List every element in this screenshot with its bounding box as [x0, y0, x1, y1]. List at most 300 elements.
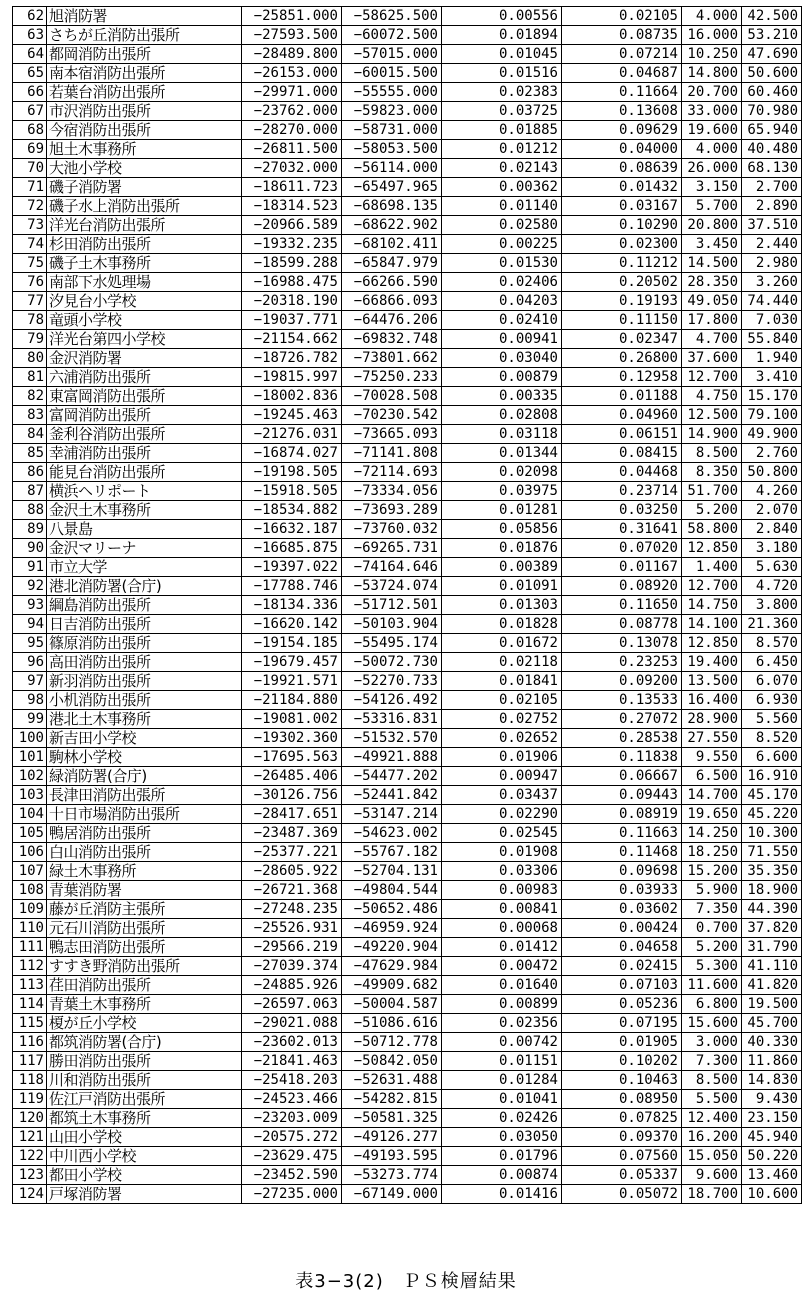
cell-value-d: 1.940 [742, 349, 802, 368]
cell-value-c: 17.800 [682, 311, 742, 330]
cell-x-coordinate: −18599.288 [242, 254, 342, 273]
cell-station-name: 白山消防出張所 [47, 843, 242, 862]
cell-row-number: 97 [13, 672, 47, 691]
table-row [13, 216, 802, 235]
cell-x-coordinate: −27248.235 [242, 900, 342, 919]
cell-value-c: 14.750 [682, 596, 742, 615]
cell-row-number: 75 [13, 254, 47, 273]
table-row [13, 1166, 802, 1185]
cell-station-name: 都筑消防署(合庁) [47, 1033, 242, 1052]
cell-y-coordinate: −47629.984 [342, 957, 442, 976]
cell-row-number: 113 [13, 976, 47, 995]
table-row [13, 7, 802, 26]
cell-x-coordinate: −19081.002 [242, 710, 342, 729]
cell-value-d: 19.500 [742, 995, 802, 1014]
cell-value-d: 70.980 [742, 102, 802, 121]
cell-value-a: 0.01885 [442, 121, 562, 140]
cell-row-number: 88 [13, 501, 47, 520]
table-row [13, 938, 802, 957]
cell-value-c: 14.800 [682, 64, 742, 83]
cell-value-d: 60.460 [742, 83, 802, 102]
cell-station-name: 能見台消防出張所 [47, 463, 242, 482]
cell-x-coordinate: −19679.457 [242, 653, 342, 672]
cell-value-b: 0.11664 [562, 83, 682, 102]
cell-x-coordinate: −20575.272 [242, 1128, 342, 1147]
cell-value-d: 41.820 [742, 976, 802, 995]
cell-station-name: 汐見台小学校 [47, 292, 242, 311]
cell-value-b: 0.11468 [562, 843, 682, 862]
cell-value-b: 0.11150 [562, 311, 682, 330]
table-row [13, 387, 802, 406]
cell-value-d: 6.450 [742, 653, 802, 672]
cell-value-a: 0.01828 [442, 615, 562, 634]
cell-x-coordinate: −25526.931 [242, 919, 342, 938]
cell-value-c: 26.000 [682, 159, 742, 178]
cell-station-name: 市沢消防出張所 [47, 102, 242, 121]
cell-x-coordinate: −29566.219 [242, 938, 342, 957]
cell-row-number: 84 [13, 425, 47, 444]
cell-value-d: 2.440 [742, 235, 802, 254]
table-row [13, 862, 802, 881]
cell-value-a: 0.02356 [442, 1014, 562, 1033]
cell-value-d: 5.630 [742, 558, 802, 577]
cell-value-c: 13.500 [682, 672, 742, 691]
cell-value-d: 9.430 [742, 1090, 802, 1109]
cell-value-b: 0.27072 [562, 710, 682, 729]
cell-value-d: 8.520 [742, 729, 802, 748]
cell-value-a: 0.01416 [442, 1185, 562, 1204]
cell-station-name: 新吉田小学校 [47, 729, 242, 748]
cell-value-b: 0.01905 [562, 1033, 682, 1052]
cell-y-coordinate: −50581.325 [342, 1109, 442, 1128]
cell-value-a: 0.00899 [442, 995, 562, 1014]
table-row [13, 672, 802, 691]
cell-value-a: 0.02808 [442, 406, 562, 425]
table-row [13, 254, 802, 273]
cell-value-a: 0.02545 [442, 824, 562, 843]
cell-y-coordinate: −50072.730 [342, 653, 442, 672]
cell-value-d: 37.820 [742, 919, 802, 938]
table-row [13, 349, 802, 368]
table-row [13, 273, 802, 292]
table-row [13, 64, 802, 83]
cell-value-b: 0.03250 [562, 501, 682, 520]
cell-value-a: 0.00556 [442, 7, 562, 26]
cell-station-name: 藤が丘消防主張所 [47, 900, 242, 919]
cell-value-d: 2.700 [742, 178, 802, 197]
cell-y-coordinate: −58731.000 [342, 121, 442, 140]
cell-value-c: 3.000 [682, 1033, 742, 1052]
cell-value-a: 0.03050 [442, 1128, 562, 1147]
cell-value-c: 4.750 [682, 387, 742, 406]
cell-y-coordinate: −54126.492 [342, 691, 442, 710]
cell-x-coordinate: −27032.000 [242, 159, 342, 178]
cell-value-a: 0.01151 [442, 1052, 562, 1071]
cell-station-name: 金沢マリーナ [47, 539, 242, 558]
cell-value-d: 3.180 [742, 539, 802, 558]
table-row [13, 615, 802, 634]
table-row [13, 1128, 802, 1147]
cell-value-a: 0.02118 [442, 653, 562, 672]
cell-x-coordinate: −30126.756 [242, 786, 342, 805]
cell-value-d: 53.210 [742, 26, 802, 45]
cell-y-coordinate: −68622.902 [342, 216, 442, 235]
cell-value-a: 0.00389 [442, 558, 562, 577]
cell-y-coordinate: −75250.233 [342, 368, 442, 387]
cell-value-c: 28.900 [682, 710, 742, 729]
cell-station-name: 横浜ヘリポート [47, 482, 242, 501]
cell-station-name: 荏田消防出張所 [47, 976, 242, 995]
cell-value-b: 0.09200 [562, 672, 682, 691]
cell-value-c: 18.250 [682, 843, 742, 862]
cell-value-c: 8.500 [682, 444, 742, 463]
cell-row-number: 93 [13, 596, 47, 615]
table-row [13, 159, 802, 178]
cell-station-name: 駒林小学校 [47, 748, 242, 767]
cell-station-name: 中川西小学校 [47, 1147, 242, 1166]
cell-value-c: 5.900 [682, 881, 742, 900]
cell-row-number: 121 [13, 1128, 47, 1147]
table-row [13, 919, 802, 938]
cell-value-d: 5.560 [742, 710, 802, 729]
cell-y-coordinate: −49909.682 [342, 976, 442, 995]
cell-row-number: 115 [13, 1014, 47, 1033]
cell-value-c: 33.000 [682, 102, 742, 121]
cell-value-a: 0.00068 [442, 919, 562, 938]
cell-value-c: 14.500 [682, 254, 742, 273]
cell-row-number: 63 [13, 26, 47, 45]
cell-value-c: 7.350 [682, 900, 742, 919]
cell-value-a: 0.01212 [442, 140, 562, 159]
cell-x-coordinate: −16620.142 [242, 615, 342, 634]
cell-row-number: 82 [13, 387, 47, 406]
cell-value-d: 3.800 [742, 596, 802, 615]
cell-row-number: 76 [13, 273, 47, 292]
cell-value-a: 0.03975 [442, 482, 562, 501]
cell-station-name: 今宿消防出張所 [47, 121, 242, 140]
cell-value-b: 0.13533 [562, 691, 682, 710]
cell-value-a: 0.01041 [442, 1090, 562, 1109]
cell-y-coordinate: −52704.131 [342, 862, 442, 881]
cell-value-b: 0.05072 [562, 1185, 682, 1204]
cell-x-coordinate: −19154.185 [242, 634, 342, 653]
cell-value-b: 0.11212 [562, 254, 682, 273]
cell-value-b: 0.07214 [562, 45, 682, 64]
cell-value-d: 21.360 [742, 615, 802, 634]
table-row [13, 1014, 802, 1033]
cell-y-coordinate: −50712.778 [342, 1033, 442, 1052]
cell-y-coordinate: −68698.135 [342, 197, 442, 216]
cell-value-b: 0.02105 [562, 7, 682, 26]
cell-value-d: 55.840 [742, 330, 802, 349]
cell-station-name: 港北土木事務所 [47, 710, 242, 729]
ps-logging-results-table [12, 6, 802, 1204]
table-row [13, 1071, 802, 1090]
cell-value-c: 14.100 [682, 615, 742, 634]
cell-value-c: 5.700 [682, 197, 742, 216]
cell-station-name: 磯子土木事務所 [47, 254, 242, 273]
cell-value-c: 0.700 [682, 919, 742, 938]
cell-row-number: 91 [13, 558, 47, 577]
cell-value-d: 2.840 [742, 520, 802, 539]
cell-row-number: 99 [13, 710, 47, 729]
table-row [13, 425, 802, 444]
table-caption: 表3−3(2) ＰＳ検層結果 [295, 1271, 517, 1292]
cell-y-coordinate: −53724.074 [342, 577, 442, 596]
cell-x-coordinate: −25418.203 [242, 1071, 342, 1090]
table-row [13, 463, 802, 482]
cell-station-name: 市立大学 [47, 558, 242, 577]
cell-y-coordinate: −73760.032 [342, 520, 442, 539]
cell-value-b: 0.11650 [562, 596, 682, 615]
cell-row-number: 85 [13, 444, 47, 463]
cell-row-number: 102 [13, 767, 47, 786]
cell-value-b: 0.09629 [562, 121, 682, 140]
cell-value-a: 0.01640 [442, 976, 562, 995]
cell-value-c: 7.300 [682, 1052, 742, 1071]
cell-row-number: 94 [13, 615, 47, 634]
cell-value-b: 0.12958 [562, 368, 682, 387]
cell-y-coordinate: −58625.500 [342, 7, 442, 26]
cell-value-a: 0.03118 [442, 425, 562, 444]
table-row [13, 957, 802, 976]
cell-value-b: 0.09698 [562, 862, 682, 881]
cell-value-c: 12.850 [682, 634, 742, 653]
cell-value-c: 27.550 [682, 729, 742, 748]
cell-x-coordinate: −18314.523 [242, 197, 342, 216]
cell-value-c: 37.600 [682, 349, 742, 368]
cell-value-c: 8.350 [682, 463, 742, 482]
cell-value-c: 5.300 [682, 957, 742, 976]
cell-value-a: 0.02580 [442, 216, 562, 235]
cell-y-coordinate: −50842.050 [342, 1052, 442, 1071]
cell-y-coordinate: −71141.808 [342, 444, 442, 463]
cell-row-number: 86 [13, 463, 47, 482]
cell-value-c: 4.000 [682, 140, 742, 159]
cell-y-coordinate: −50103.904 [342, 615, 442, 634]
cell-row-number: 78 [13, 311, 47, 330]
cell-y-coordinate: −65847.979 [342, 254, 442, 273]
cell-y-coordinate: −49921.888 [342, 748, 442, 767]
cell-value-d: 4.720 [742, 577, 802, 596]
cell-station-name: 都岡消防出張所 [47, 45, 242, 64]
cell-value-c: 19.650 [682, 805, 742, 824]
cell-row-number: 67 [13, 102, 47, 121]
cell-row-number: 70 [13, 159, 47, 178]
cell-row-number: 68 [13, 121, 47, 140]
cell-station-name: 新羽消防出張所 [47, 672, 242, 691]
cell-value-b: 0.08778 [562, 615, 682, 634]
cell-value-a: 0.01281 [442, 501, 562, 520]
cell-value-b: 0.01432 [562, 178, 682, 197]
cell-value-b: 0.06151 [562, 425, 682, 444]
cell-row-number: 81 [13, 368, 47, 387]
cell-row-number: 108 [13, 881, 47, 900]
table-row [13, 748, 802, 767]
table-row [13, 1109, 802, 1128]
cell-value-d: 45.170 [742, 786, 802, 805]
cell-value-c: 3.450 [682, 235, 742, 254]
cell-y-coordinate: −55555.000 [342, 83, 442, 102]
cell-x-coordinate: −18611.723 [242, 178, 342, 197]
cell-station-name: 南本宿消防出張所 [47, 64, 242, 83]
cell-row-number: 101 [13, 748, 47, 767]
cell-value-b: 0.08639 [562, 159, 682, 178]
cell-value-c: 16.200 [682, 1128, 742, 1147]
cell-value-a: 0.01908 [442, 843, 562, 862]
cell-value-c: 12.400 [682, 1109, 742, 1128]
cell-y-coordinate: −54282.815 [342, 1090, 442, 1109]
cell-value-d: 41.110 [742, 957, 802, 976]
cell-x-coordinate: −20966.589 [242, 216, 342, 235]
cell-value-a: 0.01516 [442, 64, 562, 83]
cell-value-a: 0.00472 [442, 957, 562, 976]
cell-x-coordinate: −16874.027 [242, 444, 342, 463]
cell-value-c: 14.700 [682, 786, 742, 805]
cell-x-coordinate: −15918.505 [242, 482, 342, 501]
cell-value-b: 0.20502 [562, 273, 682, 292]
table-row [13, 292, 802, 311]
cell-value-a: 0.01045 [442, 45, 562, 64]
cell-value-d: 49.900 [742, 425, 802, 444]
cell-value-a: 0.02652 [442, 729, 562, 748]
cell-y-coordinate: −72114.693 [342, 463, 442, 482]
cell-value-a: 0.01672 [442, 634, 562, 653]
cell-value-b: 0.10202 [562, 1052, 682, 1071]
cell-value-b: 0.09443 [562, 786, 682, 805]
cell-value-d: 40.480 [742, 140, 802, 159]
cell-station-name: 磯子水上消防出張所 [47, 197, 242, 216]
table-row [13, 1033, 802, 1052]
cell-value-d: 45.220 [742, 805, 802, 824]
cell-y-coordinate: −73693.289 [342, 501, 442, 520]
table-row [13, 843, 802, 862]
cell-row-number: 77 [13, 292, 47, 311]
cell-value-a: 0.02410 [442, 311, 562, 330]
cell-value-c: 16.400 [682, 691, 742, 710]
cell-y-coordinate: −53147.214 [342, 805, 442, 824]
cell-x-coordinate: −28489.800 [242, 45, 342, 64]
cell-value-b: 0.05337 [562, 1166, 682, 1185]
cell-station-name: 篠原消防出張所 [47, 634, 242, 653]
cell-value-b: 0.08920 [562, 577, 682, 596]
cell-x-coordinate: −18726.782 [242, 349, 342, 368]
cell-value-d: 31.790 [742, 938, 802, 957]
cell-x-coordinate: −19815.997 [242, 368, 342, 387]
cell-y-coordinate: −67149.000 [342, 1185, 442, 1204]
cell-station-name: 金沢消防署 [47, 349, 242, 368]
cell-value-c: 14.250 [682, 824, 742, 843]
cell-value-a: 0.00879 [442, 368, 562, 387]
cell-x-coordinate: −19921.571 [242, 672, 342, 691]
table-row [13, 710, 802, 729]
cell-row-number: 119 [13, 1090, 47, 1109]
cell-y-coordinate: −53273.774 [342, 1166, 442, 1185]
cell-x-coordinate: −21276.031 [242, 425, 342, 444]
cell-value-c: 12.850 [682, 539, 742, 558]
cell-value-a: 0.03437 [442, 786, 562, 805]
cell-value-b: 0.04000 [562, 140, 682, 159]
cell-y-coordinate: −46959.924 [342, 919, 442, 938]
table-row [13, 577, 802, 596]
cell-value-b: 0.04468 [562, 463, 682, 482]
cell-y-coordinate: −54477.202 [342, 767, 442, 786]
cell-station-name: 佐江戸消防出張所 [47, 1090, 242, 1109]
cell-y-coordinate: −73801.662 [342, 349, 442, 368]
cell-y-coordinate: −73665.093 [342, 425, 442, 444]
cell-value-a: 0.00947 [442, 767, 562, 786]
cell-station-name: 戸塚消防署 [47, 1185, 242, 1204]
cell-row-number: 124 [13, 1185, 47, 1204]
table-row [13, 900, 802, 919]
cell-value-c: 12.700 [682, 577, 742, 596]
cell-value-d: 45.700 [742, 1014, 802, 1033]
cell-y-coordinate: −52270.733 [342, 672, 442, 691]
cell-row-number: 65 [13, 64, 47, 83]
cell-row-number: 66 [13, 83, 47, 102]
cell-x-coordinate: −16685.875 [242, 539, 342, 558]
table-row [13, 786, 802, 805]
cell-value-a: 0.00841 [442, 900, 562, 919]
cell-value-c: 4.700 [682, 330, 742, 349]
table-body [13, 7, 802, 1204]
cell-x-coordinate: −25851.000 [242, 7, 342, 26]
cell-value-a: 0.01894 [442, 26, 562, 45]
cell-x-coordinate: −19302.360 [242, 729, 342, 748]
cell-value-d: 65.940 [742, 121, 802, 140]
cell-x-coordinate: −19332.235 [242, 235, 342, 254]
cell-value-b: 0.28538 [562, 729, 682, 748]
cell-row-number: 117 [13, 1052, 47, 1071]
cell-value-b: 0.00424 [562, 919, 682, 938]
cell-value-a: 0.00941 [442, 330, 562, 349]
cell-row-number: 90 [13, 539, 47, 558]
cell-value-d: 50.600 [742, 64, 802, 83]
cell-row-number: 95 [13, 634, 47, 653]
cell-value-d: 2.980 [742, 254, 802, 273]
cell-value-b: 0.23253 [562, 653, 682, 672]
cell-y-coordinate: −56114.000 [342, 159, 442, 178]
table-row [13, 1185, 802, 1204]
cell-value-a: 0.01303 [442, 596, 562, 615]
cell-row-number: 98 [13, 691, 47, 710]
cell-value-b: 0.07560 [562, 1147, 682, 1166]
cell-value-c: 15.050 [682, 1147, 742, 1166]
cell-value-d: 6.070 [742, 672, 802, 691]
cell-value-d: 68.130 [742, 159, 802, 178]
cell-station-name: 幸浦消防出張所 [47, 444, 242, 463]
cell-x-coordinate: −29021.088 [242, 1014, 342, 1033]
cell-station-name: 日吉消防出張所 [47, 615, 242, 634]
cell-y-coordinate: −54623.002 [342, 824, 442, 843]
cell-value-d: 6.600 [742, 748, 802, 767]
cell-station-name: 長津田消防出張所 [47, 786, 242, 805]
cell-value-a: 0.00335 [442, 387, 562, 406]
cell-row-number: 106 [13, 843, 47, 862]
cell-x-coordinate: −28417.651 [242, 805, 342, 824]
cell-x-coordinate: −19245.463 [242, 406, 342, 425]
cell-value-d: 44.390 [742, 900, 802, 919]
cell-station-name: 十日市場消防出張所 [47, 805, 242, 824]
cell-row-number: 74 [13, 235, 47, 254]
cell-value-c: 18.700 [682, 1185, 742, 1204]
cell-x-coordinate: −27593.500 [242, 26, 342, 45]
cell-value-b: 0.02300 [562, 235, 682, 254]
cell-station-name: 高田消防出張所 [47, 653, 242, 672]
table-row [13, 653, 802, 672]
cell-row-number: 112 [13, 957, 47, 976]
table-row [13, 767, 802, 786]
